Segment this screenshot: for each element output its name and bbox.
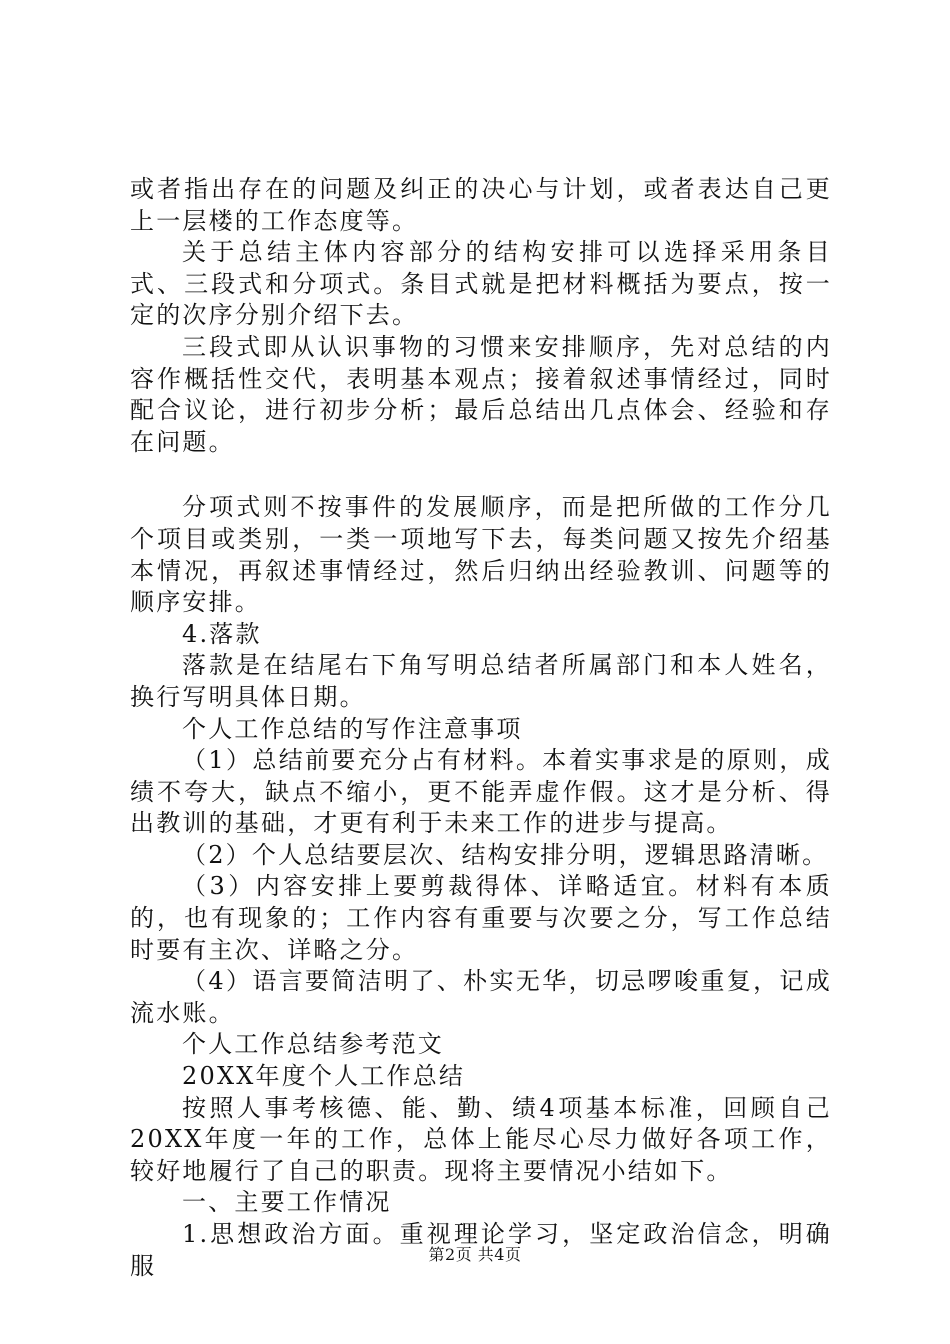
page-number: 第2页 共4页 [428, 1245, 522, 1264]
section-heading: 个人工作总结的写作注意事项 [182, 714, 523, 743]
list-item: （3）内容安排上要剪裁得体、详略适宜。材料有本质的，也有现象的；工作内容有重要与次要之分，写工作总结时要有主次、详略之分。 [130, 872, 832, 964]
section-heading: 个人工作总结参考范文 [182, 1030, 444, 1059]
list-item: （1）总结前要充分占有材料。本着实事求是的原则，成绩不夸大，缺点不缩小，更不能弄虚作假。这才是分析、得出教训的基础，才更有利于未来工作的进步与提高。 [130, 746, 832, 838]
document-body [130, 174, 832, 1282]
list-item: （2）个人总结要层次、结构安排分明，逻辑思路清晰。 [182, 840, 829, 869]
paragraph: 按照人事考核德、能、勤、绩4项基本标准，回顾自己20XX年度一年的工作，总体上能尽心尽力做好各项工作，较好地履行了自己的职责。现将主要情况小结如下。 [130, 1093, 832, 1185]
paragraph: 分项式则不按事件的发展顺序，而是把所做的工作分几个项目或类别，一类一项地写下去，每类问题又按先介绍基本情况，再叙述事情经过，然后归纳出经验教训、问题等的顺序安排。 [130, 493, 832, 617]
paragraph: 1.思想政治方面。重视理论学习，坚定政治信念，明确服 [130, 1220, 832, 1280]
sample-title: 20XX年度个人工作总结 [182, 1062, 466, 1091]
paragraph: 三段式即从认识事物的习惯来安排顺序，先对总结的内容作概括性交代，表明基本观点；接着叙述事情经过，同时配合议论，进行初步分析；最后总结出几点体会、经验和存在问题。 [130, 332, 832, 456]
paragraph: 关于总结主体内容部分的结构安排可以选择采用条目式、三段式和分项式。条目式就是把材料概括为要点，按一定的次序分别介绍下去。 [130, 238, 832, 330]
list-item: （4）语言要简洁明了、朴实无华，切忌啰唆重复，记成流水账。 [130, 967, 832, 1027]
paragraph: 或者指出存在的问题及纠正的决心与计划，或者表达自己更上一层楼的工作态度等。 [130, 175, 832, 235]
section-heading: 一、主要工作情况 [182, 1188, 392, 1217]
paragraph: 落款是在结尾右下角写明总结者所属部门和本人姓名，换行写明具体日期。 [130, 651, 832, 711]
section-heading: 4.落款 [182, 619, 262, 648]
